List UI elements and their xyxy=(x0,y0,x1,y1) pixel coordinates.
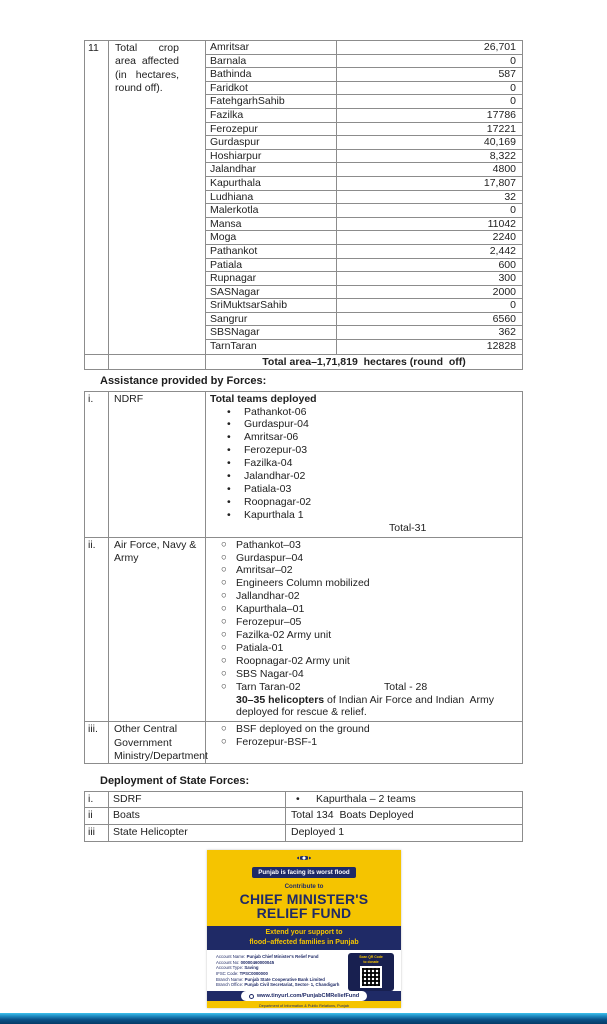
qr-label-line2: to donate xyxy=(363,959,379,964)
total-area-label: Total area–1,71,819 hectares (round off) xyxy=(262,355,466,368)
bullet-icon: ○ xyxy=(221,590,227,602)
team-entry: Jallandhar-02 xyxy=(236,590,300,603)
state-force-value: Total 134 Boats Deployed xyxy=(291,809,414,822)
total-row-empty-cell xyxy=(109,355,206,369)
bullet-icon: • xyxy=(227,508,231,521)
account-details-section xyxy=(207,950,401,991)
district-name: SBSNagar xyxy=(206,326,337,339)
total-row xyxy=(85,354,522,369)
team-entry: Ferozepur-03 xyxy=(244,444,308,457)
team-entry: Pathankot–03 xyxy=(236,538,301,551)
row-number: 11 xyxy=(85,41,109,354)
detail-label: Account No: xyxy=(216,959,240,965)
ndrf-total: Total-31 xyxy=(389,521,427,534)
table-row xyxy=(206,136,522,150)
team-entry: Engineers Column mobilized xyxy=(236,577,370,590)
table-row xyxy=(206,299,522,313)
district-value: 0 xyxy=(510,54,516,67)
detail-label: Account Type: xyxy=(216,965,244,971)
team-entry: Jalandhar-02 xyxy=(244,470,306,483)
bullet-icon: • xyxy=(227,470,231,483)
team-entry: Patiala-03 xyxy=(244,483,292,495)
district-rows xyxy=(206,41,522,354)
detail-label: Branch Name: xyxy=(216,976,244,982)
district-name: Rupnagar xyxy=(206,272,337,285)
list-item xyxy=(206,470,520,483)
donation-url-pill xyxy=(241,991,367,1001)
bullet-icon: ○ xyxy=(221,551,227,563)
crop-area-table-body xyxy=(85,41,522,354)
state-force-label: Boats xyxy=(109,808,286,824)
poster-title-line1: CHIEF MINISTER'S xyxy=(239,890,369,907)
bullet-icon: • xyxy=(296,792,300,805)
donation-url: www.tinyurl.com/PunjabCMReliefFund xyxy=(256,993,360,999)
poster-title xyxy=(207,892,401,921)
district-value: 6560 xyxy=(492,312,516,325)
list-item xyxy=(206,616,520,629)
district-value: 0 xyxy=(510,299,516,312)
list-item xyxy=(206,642,520,655)
team-entry: Amritsar–02 xyxy=(236,564,293,577)
punjab-govt-emblem-icon xyxy=(297,856,311,860)
detail-value: Punjab Civil Secretariat, Sector- 1, Chandigarh xyxy=(244,982,340,988)
url-strip xyxy=(207,991,401,1001)
support-line1: Extend your support to xyxy=(265,929,343,937)
district-name: Fazilka xyxy=(206,109,337,122)
qr-code xyxy=(360,966,382,988)
page-bottom-bar xyxy=(0,1013,607,1024)
team-entry: Ferozepur–05 xyxy=(236,616,302,629)
table-row xyxy=(206,340,522,354)
globe-icon xyxy=(249,994,254,999)
forces-table xyxy=(84,391,523,764)
list-item xyxy=(206,681,520,694)
row-number: ii xyxy=(85,808,109,824)
table-row xyxy=(206,68,522,82)
list-item xyxy=(206,496,520,509)
row-number: iii. xyxy=(85,722,109,763)
ndrf-content xyxy=(206,392,522,537)
table-row xyxy=(206,123,522,137)
district-name: FatehgarhSahib xyxy=(206,95,337,108)
table-row xyxy=(206,177,522,191)
state-force-label: State Helicopter xyxy=(109,825,286,842)
table-row xyxy=(206,259,522,273)
team-entry: Amritsar-06 xyxy=(244,431,299,444)
agency-name: Air Force, Navy & Army xyxy=(109,538,206,722)
state-force-value: Deployed 1 xyxy=(291,825,345,838)
team-entry: Kapurthala 1 xyxy=(244,508,304,521)
poster-badge-wrap xyxy=(207,861,401,879)
table-row-ndrf xyxy=(85,392,522,538)
list-item xyxy=(206,603,520,616)
team-entry: Fazilka-04 xyxy=(244,457,293,470)
district-value: 12828 xyxy=(486,340,516,353)
district-name: Pathankot xyxy=(206,245,337,258)
bullet-icon: • xyxy=(227,418,231,431)
contribute-label: Contribute to xyxy=(284,882,324,890)
district-name: Ludhiana xyxy=(206,191,337,204)
airforce-content xyxy=(206,538,522,722)
table-row xyxy=(206,245,522,259)
list-item xyxy=(206,590,520,603)
row-number: i. xyxy=(85,792,109,808)
bullet-icon: • xyxy=(227,483,231,495)
table-row xyxy=(206,272,522,286)
team-entry: Roopnagar-02 Army unit xyxy=(236,654,350,667)
table-row xyxy=(206,204,522,218)
list-item xyxy=(206,723,520,736)
list-item xyxy=(206,629,520,642)
district-name: Ferozepur xyxy=(206,123,337,136)
district-value: 17,807 xyxy=(483,176,516,189)
bullet-icon: • xyxy=(227,405,231,418)
support-line2: flood–affected families in Punjab xyxy=(249,938,359,946)
bullet-icon: • xyxy=(227,495,231,508)
district-value: 40,169 xyxy=(483,136,516,149)
district-name: Jalandhar xyxy=(206,163,337,176)
detail-label: Account Name: xyxy=(216,953,246,959)
district-name: Bathinda xyxy=(206,68,337,81)
table-row xyxy=(206,286,522,300)
district-value: 362 xyxy=(498,326,516,339)
district-name: TarnTaran xyxy=(206,340,337,354)
bullet-icon: • xyxy=(227,431,231,444)
list-item xyxy=(206,564,520,577)
qr-label-line1: Scan QR Code xyxy=(359,955,383,960)
bullet-icon: • xyxy=(227,457,231,470)
list-item xyxy=(206,736,520,749)
team-entry: Kapurthala–01 xyxy=(236,603,305,616)
bullet-icon: ○ xyxy=(221,667,227,679)
list-item xyxy=(206,539,520,552)
district-value: 0 xyxy=(510,204,516,217)
district-name: Sangrur xyxy=(206,313,337,326)
state-force-value-text: Kapurthala – 2 teams xyxy=(316,792,416,805)
bullet-icon: ○ xyxy=(221,538,227,550)
district-value: 32 xyxy=(504,190,516,203)
other-central-content xyxy=(206,722,522,763)
list-item xyxy=(206,431,520,444)
crop-area-table xyxy=(84,40,523,370)
helicopter-note-bold: 30–35 helicopters xyxy=(236,693,325,706)
poster-title-line2: RELIEF FUND xyxy=(256,905,352,922)
forces-heading: Assistance provided by Forces: xyxy=(100,374,267,387)
deployment-entry: BSF deployed on the ground xyxy=(236,723,370,736)
team-entry: Pathankot-06 xyxy=(244,405,307,418)
district-name: Moga xyxy=(206,231,337,244)
bullet-icon: ○ xyxy=(221,628,227,640)
district-value: 600 xyxy=(498,258,516,271)
deployment-entry: Ferozepur-BSF-1 xyxy=(236,736,318,749)
document-content xyxy=(84,40,523,842)
list-item xyxy=(206,655,520,668)
district-value: 8,322 xyxy=(489,149,516,162)
district-name: Amritsar xyxy=(206,41,337,54)
account-detail-line xyxy=(216,982,348,988)
team-entry: Fazilka-02 Army unit xyxy=(236,628,332,641)
agency-name: Other Central Government Ministry/Department xyxy=(109,722,206,763)
district-value: 2000 xyxy=(492,285,516,298)
table-row xyxy=(206,191,522,205)
table-row-helicopter xyxy=(85,825,522,842)
qr-card xyxy=(348,953,394,991)
list-item xyxy=(206,552,520,565)
list-item xyxy=(206,509,520,522)
table-row-sdrf xyxy=(85,792,522,809)
team-entry: SBS Nagar-04 xyxy=(236,667,304,680)
district-name: Malerkotla xyxy=(206,204,337,217)
table-row-other-central xyxy=(85,722,522,763)
list-item xyxy=(206,406,520,419)
district-value: 17786 xyxy=(486,108,516,121)
district-value: 11042 xyxy=(487,217,516,230)
team-entry: Gurdaspur–04 xyxy=(236,551,304,564)
state-force-value xyxy=(286,792,522,808)
table-row xyxy=(206,41,522,55)
list-item xyxy=(206,577,520,590)
team-entry: Patiala-01 xyxy=(236,641,284,654)
account-details xyxy=(207,950,348,988)
district-value: 0 xyxy=(510,95,516,108)
row-label: Total crop area affected (in hectares, round off). xyxy=(109,41,206,354)
table-row xyxy=(206,163,522,177)
table-row xyxy=(206,55,522,69)
district-name: Kapurthala xyxy=(206,177,337,190)
list-item xyxy=(206,457,520,470)
bullet-icon: ○ xyxy=(221,723,227,735)
district-name: Faridkot xyxy=(206,82,337,95)
list-item xyxy=(206,668,520,681)
detail-value: Saving xyxy=(244,965,259,971)
district-name: Gurdaspur xyxy=(206,136,337,149)
detail-value: Punjab State Cooperative Bank Limited xyxy=(244,976,325,982)
other-central-list xyxy=(206,723,520,749)
table-row xyxy=(206,218,522,232)
row-number: ii. xyxy=(85,538,109,722)
district-value: 2240 xyxy=(492,231,516,244)
district-value: 4800 xyxy=(492,163,516,176)
list-item xyxy=(206,444,520,457)
district-name: SASNagar xyxy=(206,286,337,299)
detail-value: 00000460000045 xyxy=(240,959,275,965)
state-forces-table xyxy=(84,791,523,843)
agency-name: NDRF xyxy=(109,392,206,537)
list-item xyxy=(206,483,520,496)
table-row xyxy=(206,326,522,340)
table-row xyxy=(206,150,522,164)
bullet-icon: ○ xyxy=(221,641,227,653)
district-name: SriMuktsarSahib xyxy=(206,299,337,312)
detail-label: IFSC Code: xyxy=(216,971,239,977)
district-name: Patiala xyxy=(206,259,337,272)
helicopter-note xyxy=(206,694,520,720)
table-row xyxy=(206,231,522,245)
district-value: 300 xyxy=(498,272,516,285)
support-band xyxy=(207,926,401,950)
district-value: 26,701 xyxy=(483,41,516,53)
district-name: Hoshiarpur xyxy=(206,150,337,163)
detail-value: Punjab Chief Minister's Relief Fund xyxy=(246,953,319,959)
table-row xyxy=(206,109,522,123)
table-row-boats xyxy=(85,808,522,825)
bullet-icon: ○ xyxy=(221,654,227,666)
table-row xyxy=(206,82,522,96)
table-row-airforce xyxy=(85,538,522,723)
bullet-icon: ○ xyxy=(221,577,227,589)
total-row-empty-cell xyxy=(85,355,109,369)
row-number: i. xyxy=(85,392,109,537)
district-value: 2,442 xyxy=(489,244,516,257)
table-row xyxy=(206,95,522,109)
district-value: 0 xyxy=(510,81,516,94)
team-entry: Gurdaspur-04 xyxy=(244,418,309,431)
bullet-icon: • xyxy=(227,444,231,457)
district-value: 587 xyxy=(498,68,516,81)
district-value: 17221 xyxy=(486,122,516,135)
detail-label: Branch Office: xyxy=(216,982,244,988)
bullet-icon: ○ xyxy=(221,616,227,628)
bullet-icon: ○ xyxy=(221,603,227,615)
row-number: iii xyxy=(85,825,109,842)
bullet-icon: ○ xyxy=(221,564,227,576)
district-name: Mansa xyxy=(206,218,337,231)
airforce-team-list xyxy=(206,539,520,681)
team-entry: Tarn Taran-02 xyxy=(236,680,301,693)
bullet-icon: ○ xyxy=(221,736,227,748)
poster-footer: Department of Information & Public Relations, Punjab xyxy=(207,1001,401,1008)
table-row xyxy=(206,313,522,327)
ndrf-list-title: Total teams deployed xyxy=(210,392,317,405)
flood-badge: Punjab is facing its worst flood xyxy=(252,867,355,878)
airforce-total: Total - 28 xyxy=(384,680,428,693)
state-force-label: SDRF xyxy=(109,792,286,808)
list-item xyxy=(206,418,520,431)
ndrf-team-list xyxy=(206,406,520,522)
cm-relief-fund-poster xyxy=(207,850,401,1008)
team-entry: Roopnagar-02 xyxy=(244,495,312,508)
helicopter-note-rest: of Indian Air Force and Indian Army deployed for rescue & relief. xyxy=(236,693,497,719)
state-forces-heading: Deployment of State Forces: xyxy=(100,774,250,787)
detail-value: TPSC0000000 xyxy=(239,971,268,977)
district-name: Barnala xyxy=(206,55,337,68)
bullet-icon: ○ xyxy=(221,680,227,692)
